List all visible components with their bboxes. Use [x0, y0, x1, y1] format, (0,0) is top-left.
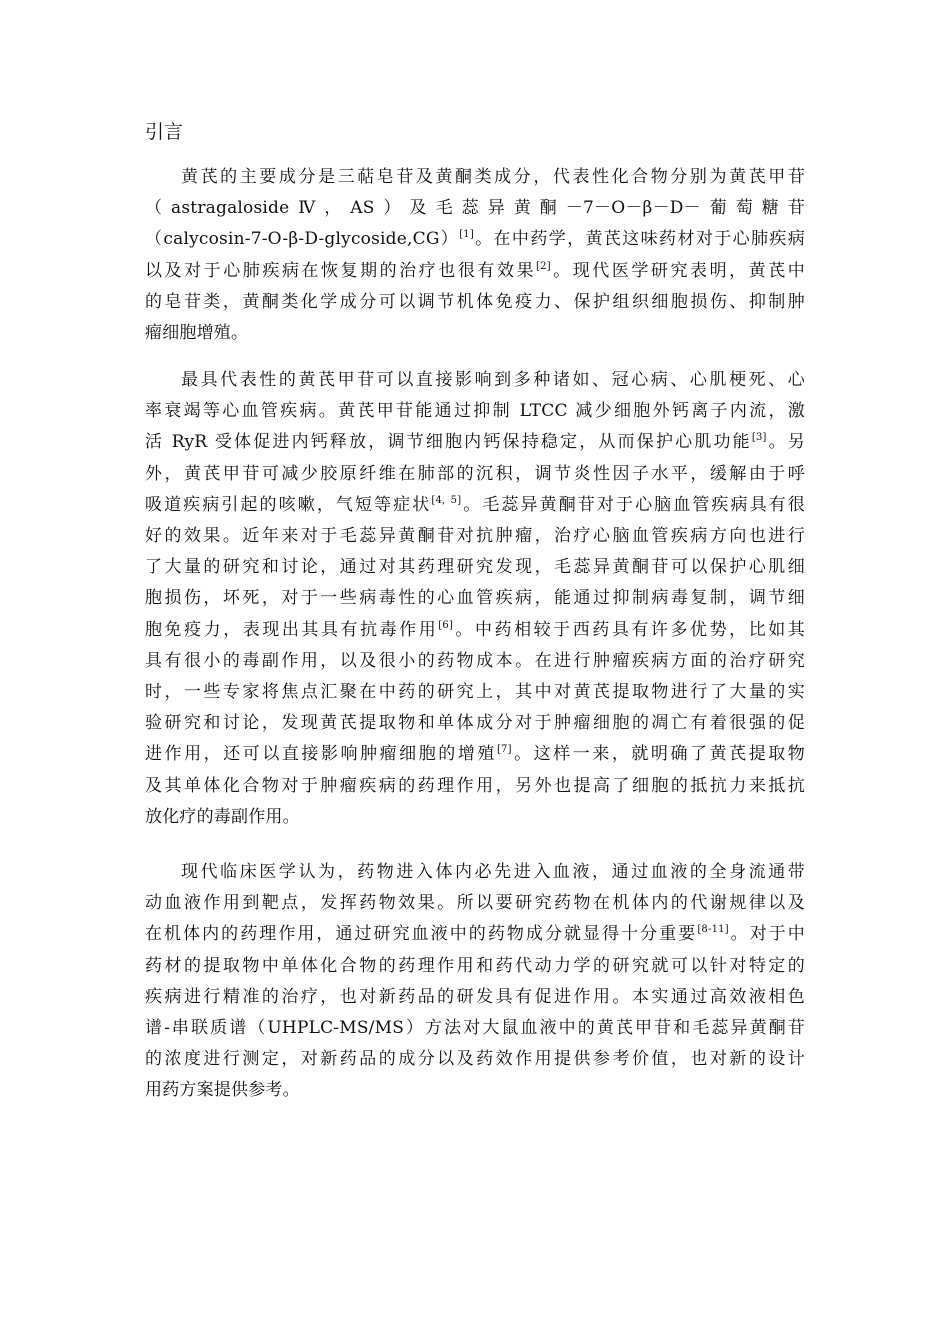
- text-line: [145, 919, 805, 950]
- text-line: [145, 982, 805, 1013]
- text-segment: 动血液作用到靶点，发挥药物效果。所以要研究药物在机体内的代谢规律以及: [145, 893, 805, 914]
- text-segment: 的浓度进行测定，对新药品的成分以及药效作用提供参考价值，也对新的设计: [145, 1049, 805, 1070]
- text-line: [145, 739, 805, 770]
- text-line: [145, 771, 805, 802]
- text-line: [145, 677, 805, 708]
- text-line: [145, 287, 805, 318]
- text-segment: 以及对于心肺疾病在恢复期的治疗也很有效果: [145, 260, 537, 281]
- text-segment: 进作用，还可以直接影响肿瘤细胞的增殖: [145, 744, 497, 765]
- text-segment: 。中药相较于西药具有许多优势，比如其: [453, 619, 806, 640]
- text-line: [145, 365, 805, 396]
- text-segment: 黄芪的主要成分是三萜皂苷及黄酮类成分，代表性化合物分别为黄芪甲苷: [181, 167, 805, 187]
- paragraph-1: [145, 162, 805, 349]
- paragraph-3: [145, 857, 805, 1107]
- text-line: [145, 1044, 805, 1075]
- text-line: [145, 224, 805, 255]
- text-line: [145, 459, 805, 490]
- text-segment: 外，黄芪甲苷可减少胶原纤维在肺部的沉积，调节炎性因子水平，缓解由于呼: [145, 463, 805, 484]
- text-segment: 在机体内的药理作用，通过研究血液中的药物成分就显得十分重要: [145, 924, 698, 945]
- text-segment: 放化疗的毒副作用。: [145, 806, 300, 827]
- text-segment: 具有很小的毒副作用，以及很小的药物成本。在进行肿瘤疾病方面的治疗研究: [145, 650, 805, 671]
- text-segment: 疾病进行精准的治疗，也对新药品的研发具有促进作用。本实通过高效液相色: [145, 986, 805, 1007]
- text-segment: 。在中药学，黄芪这味药材对于心肺疾病: [473, 229, 805, 250]
- text-line: [145, 427, 805, 458]
- citation-ref: [7]: [496, 744, 512, 756]
- text-line: [145, 646, 805, 677]
- text-line: [145, 857, 805, 888]
- text-segment: 瘤细胞增殖。: [145, 323, 249, 344]
- text-line: [145, 1013, 805, 1044]
- text-segment: 吸道疾病引起的咳嗽，气短等症状: [145, 494, 432, 515]
- paragraph-2: [145, 365, 805, 833]
- text-line: [145, 708, 805, 739]
- text-segment: 胞免疫力，表现出其具有抗毒作用: [145, 619, 439, 640]
- citation-ref: [1]: [459, 229, 474, 241]
- text-line: [145, 318, 805, 349]
- text-segment: 最具代表性的黄芪甲苷可以直接影响到多种诸如、冠心病、心肌梗死、心: [181, 370, 805, 390]
- text-segment: 现代临床医学认为，药物进入体内必先进入血液，通过血液的全身流通带: [181, 862, 805, 882]
- text-line: [145, 162, 805, 193]
- text-segment: 率衰竭等心血管疾病。黄芪甲苷能通过抑制 LTCC 减少细胞外钙离子内流，激: [145, 401, 805, 422]
- citation-ref: [2]: [536, 260, 551, 272]
- text-line: [145, 583, 805, 614]
- text-line: [145, 490, 805, 521]
- text-line: [145, 1075, 805, 1106]
- text-segment: 。毛蕊异黄酮苷对于心脑血管疾病具有很: [461, 494, 805, 515]
- text-segment: 活 RyR 受体促进内钙释放，调节细胞内钙保持稳定，从而保护心肌功能: [145, 432, 752, 453]
- section-heading: 引言: [145, 121, 184, 143]
- citation-ref: [4, 5]: [431, 494, 462, 506]
- text-segment: 验研究和讨论，发现黄芪提取物和单体成分对于肿瘤细胞的凋亡有着很强的促: [145, 713, 805, 734]
- text-line: [145, 951, 805, 982]
- text-line: [145, 521, 805, 552]
- text-segment: （astragalosideⅣ，AS）及毛蕊异黄酮－7－O－β－D－葡萄糖苷: [145, 198, 805, 219]
- text-segment: 谱-串联质谱（UHPLC-MS/MS）方法对大鼠血液中的黄芪甲苷和毛蕊异黄酮苷: [145, 1018, 805, 1039]
- text-segment: 及其单体化合物对于肿瘤疾病的药理作用，另外也提高了细胞的抵抗力来抵抗: [145, 775, 805, 796]
- text-segment: 。对于中: [728, 924, 805, 945]
- text-line: [145, 802, 805, 833]
- text-line: [145, 888, 805, 919]
- text-segment: （calycosin-7-O-β-D-glycoside,CG）: [145, 229, 460, 250]
- text-line: [145, 256, 805, 287]
- text-segment: 药材的提取物中单体化合物的药理作用和药代动力学的研究就可以针对特定的: [145, 955, 805, 976]
- text-line: [145, 552, 805, 583]
- citation-ref: [3]: [751, 432, 767, 444]
- text-line: [145, 193, 805, 224]
- text-segment: 的皂苷类，黄酮类化学成分可以调节机体免疫力、保护组织细胞损伤、抑制肿: [145, 291, 805, 312]
- text-segment: 时，一些专家将焦点汇聚在中药的研究上，其中对黄芪提取物进行了大量的实: [145, 682, 805, 703]
- text-segment: 。现代医学研究表明，黄芪中: [550, 260, 805, 281]
- text-segment: 。这样一来，就明确了黄芪提取物: [511, 744, 806, 765]
- text-segment: 用药方案提供参考。: [145, 1080, 300, 1101]
- text-segment: 了大量的研究和讨论，通过对其药理研究发现，毛蕊异黄酮苷可以保护心肌细: [145, 557, 805, 578]
- text-segment: 好的效果。近年来对于毛蕊异黄酮苷对抗肿瘤，治疗心脑血管疾病方向也进行: [145, 526, 805, 547]
- text-segment: 。另: [766, 432, 805, 453]
- text-line: [145, 396, 805, 427]
- text-line: [145, 615, 805, 646]
- citation-ref: [8-11]: [697, 924, 729, 936]
- citation-ref: [6]: [438, 619, 454, 631]
- text-segment: 胞损伤，坏死，对于一些病毒性的心血管疾病，能通过抑制病毒复制，调节细: [145, 588, 805, 609]
